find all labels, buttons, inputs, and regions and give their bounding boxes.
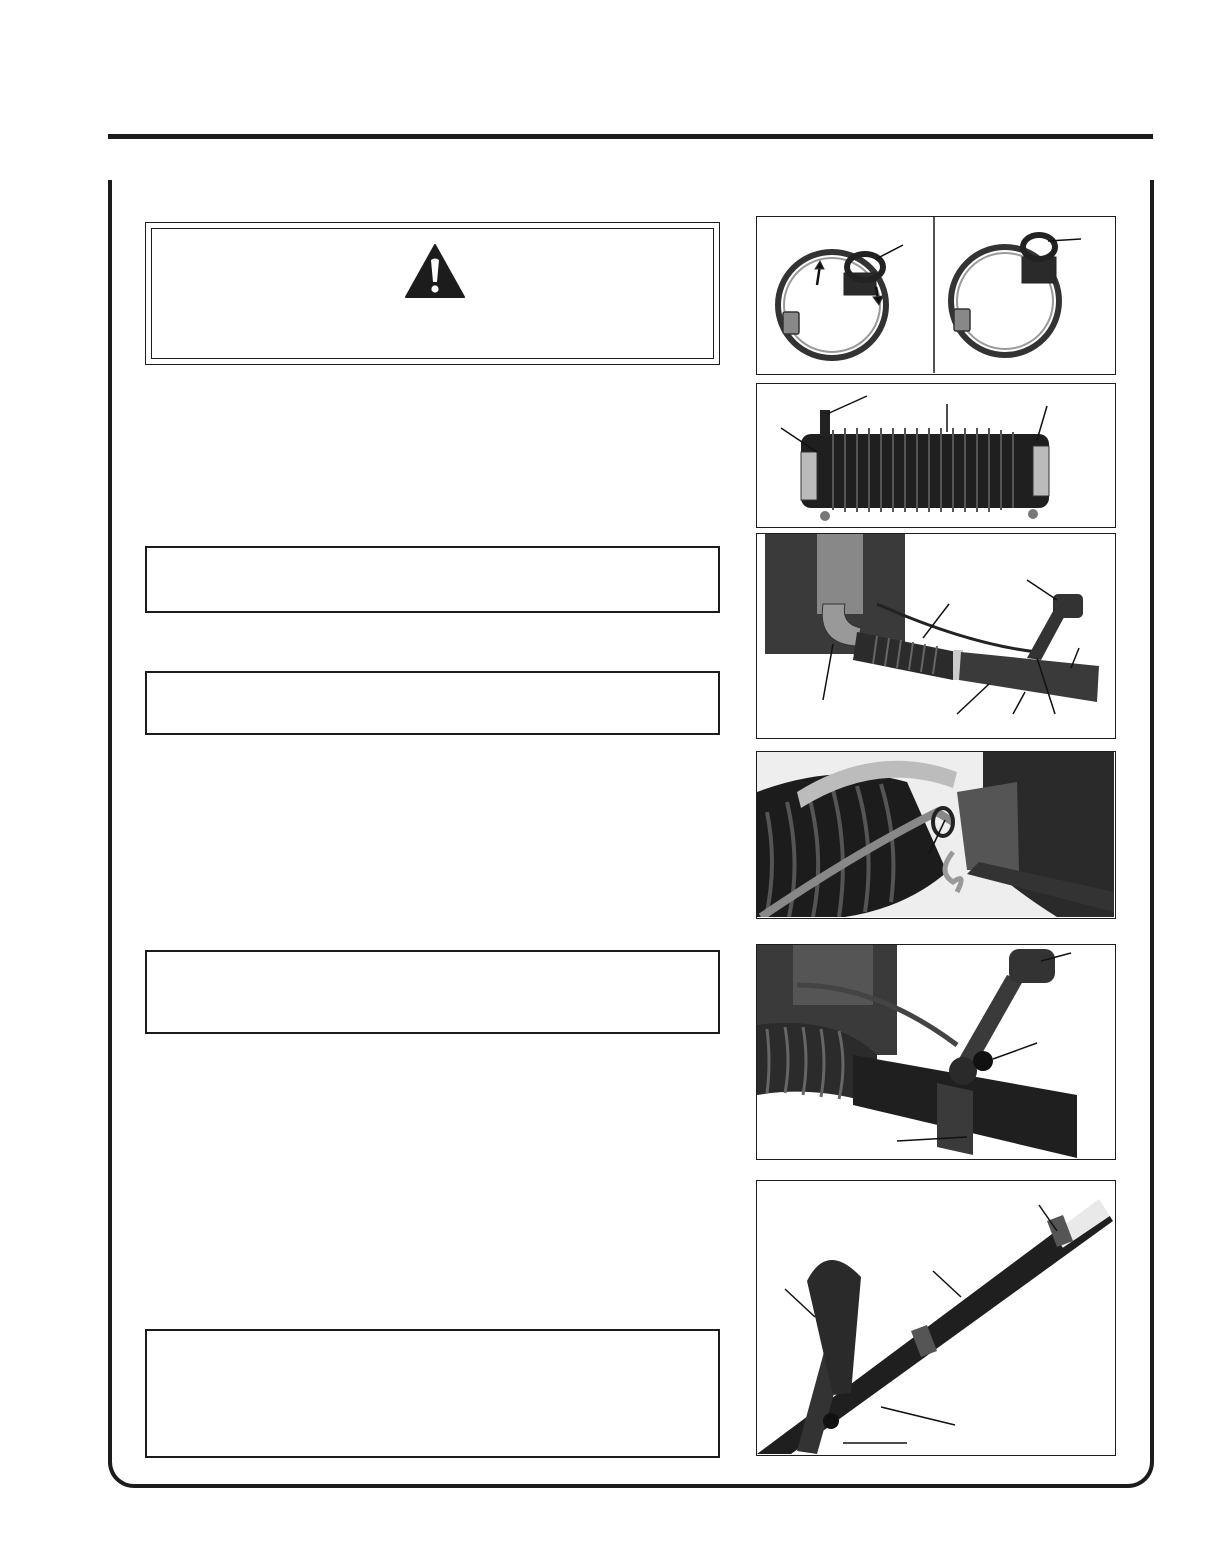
warning-triangle-icon: [404, 243, 466, 299]
tube-drawing: [757, 1194, 1113, 1454]
blower-pipe-drawing: [765, 534, 1099, 702]
cable-clip-drawing: [757, 752, 1114, 917]
flex-pipe-drawing: [801, 410, 1049, 521]
handle-figure: [756, 944, 1116, 1160]
note-box-2: [145, 671, 720, 735]
tube-figure: [756, 1180, 1116, 1456]
clamp-figure: [756, 216, 1116, 375]
note-box-4: [145, 1329, 720, 1458]
flex-pipe-figure: [756, 383, 1116, 528]
warning-inner-border: [151, 228, 714, 359]
note-box-3: [145, 950, 720, 1034]
header-rule: [108, 134, 1153, 139]
warning-box: [145, 222, 720, 365]
cable-clip-figure: [756, 751, 1116, 919]
hose-clamp-left-drawing: [778, 245, 903, 358]
hose-clamp-right-drawing: [951, 235, 1081, 355]
handle-drawing: [757, 945, 1077, 1158]
note-box-1: [145, 546, 720, 613]
blower-pipe-figure: [756, 533, 1116, 739]
